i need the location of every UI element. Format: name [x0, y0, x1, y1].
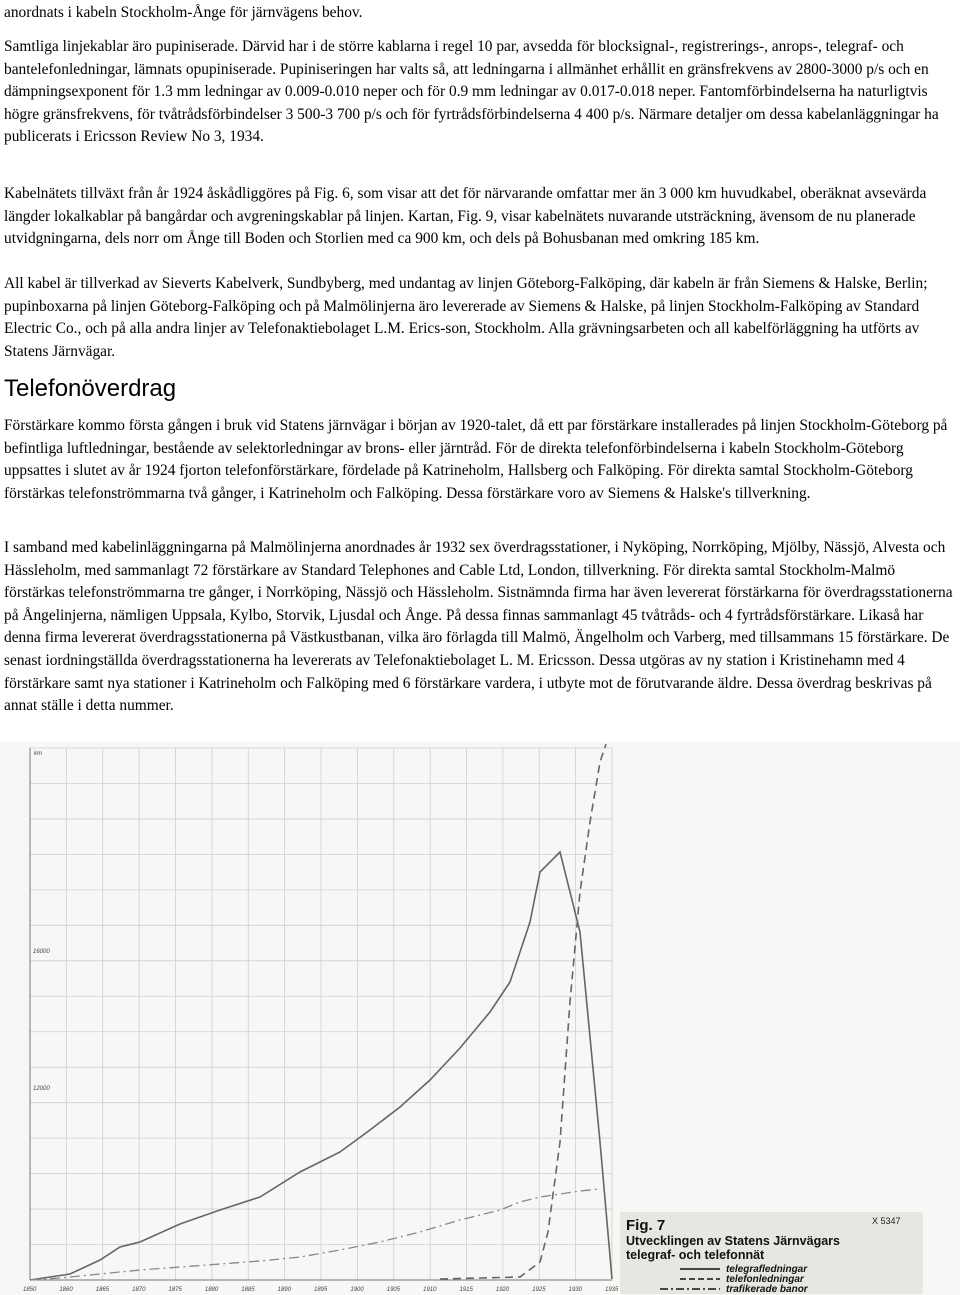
series-telefonledningar	[440, 744, 606, 1279]
legend-telegrafledningar: telegrafledningar	[726, 1264, 808, 1275]
y-tick-16000: 16000	[33, 949, 50, 955]
series-trafikerade-banor	[30, 1189, 600, 1280]
x-tick-label: 1905	[386, 1287, 401, 1293]
x-tick-label: 1935	[605, 1287, 619, 1293]
paragraph-pupinisering: Samtliga linjekablar äro pupiniserade. Därvid har i de större kablarna i regel 10 par, avsedda för blocksignal-, registrerings-, anrops-, telegraf- och bantelefonledningar, lämnats opupiniserade. Pupiniseringen har valts så, att ledningarna i allmänhet erhållit en gränsfrekvens av 2800-3000 p/s och en dämpningsexponent för 1.3 mm ledningar av 0.009-0.010 neper och för 0.9 mm ledningar av 0.017-0.018 neper. Fantomförbindelserna ha naturligtvis högre gränsfrekvens, för tvåtrådsförbindelser 3 500-3 700 p/s och för fyrtrådsförbindelserna 4 400 p/s. Närmare detaljer om dessa kabelanläggningar ha publicerats i Ericsson Review No 3, 1934.	[4, 38, 939, 146]
x-tick-label: 1865	[95, 1287, 110, 1293]
y-unit-label: km	[34, 751, 42, 757]
x-tick-label: 1915	[459, 1287, 473, 1293]
figure-title-line2: telegraf- och telefonnät	[626, 1248, 765, 1262]
figure-title-line1: Utvecklingen av Statens Järnvägars	[626, 1234, 840, 1248]
x-tick-label: 1850	[23, 1287, 37, 1293]
x-tick-label: 1860	[59, 1287, 73, 1293]
x-tick-label: 1895	[314, 1287, 328, 1293]
paragraph-overdrag: I samband med kabelinläggningarna på Malmölinjerna anordnades år 1932 sex överdragsstationer, i Nyköping, Norrköping, Mjölby, Nässjö, Alvesta och Hässleholm, med sammanlagt 72 förstärkare av Standard Telephones and Cable Ltd, London, tillverkning. För direkta samtal Stockholm-Malmö förstärkas telefonströmmarna tre gånger, i Norrköping, Nässjö och Hässleholm. Sistnämnda firma har även levererat förstärkarna för överdragsstationerna på Ångelinjerna, nämligen Uppsala, Kylbo, Storvik, Ljusdal och Ånge. På dessa finnas sammanlagt 45 tvåtråds- och 4 fyrtrådsförstärkare. Likaså har denna firma levererat överdragsstationerna på Västkustbanan, vilka äro förlagda till Malmö, Ängelholm och Varberg, med tillsammans 15 förstärkare. De senast iordningställda överdragsstationerna ha levererats av Telefonaktiebolaget L. M. Ericsson. Dessa utgöras av ny station i Kristinehamn med 4 förstärkare samt nya stationer i Katrineholm och Falköping med 6 förstärkare vardera, i utbyte mot de förutvarande äldre. Dessa överdrag beskrivas på annat ställe i detta nummer.	[4, 539, 953, 715]
x-tick-label: 1910	[423, 1287, 437, 1293]
x-tick-label: 1875	[168, 1287, 182, 1293]
paragraph-kabelnat: Kabelnätets tillväxt från år 1924 åskådliggöres på Fig. 6, som visar att det för närvarande omfattar mer än 3 000 km huvudkabel, oberäknat avsevärda längder lokalkablar på bangårdar och avgreningskablar på linjen. Kartan, Fig. 9, visar kabelnätets nuvarande utsträckning, ävensom de nu planerade utvidgningarna, dels norr om Ånge till Boden och Storlien med ca 900 km, och dels på Bohusbanan med omkring 185 km.	[4, 185, 927, 248]
x-tick-label: 1890	[277, 1287, 291, 1293]
figure-code: X 5347	[872, 1216, 901, 1226]
x-tick-label: 1880	[204, 1287, 219, 1293]
x-tick-label: 1870	[132, 1287, 146, 1293]
x-tick-label: 1900	[350, 1287, 364, 1293]
legend-telefonledningar: telefonledningar	[726, 1274, 804, 1285]
paragraph-forstarkare: Förstärkare kommo första gången i bruk vid Statens järnvägar i början av 1920-talet, då ett par förstärkare installerades på linjen Stockholm-Göteborg på befintliga luftledningar, bestående av selektorledningar av brons- eller järntråd. För de direkta telefonförbindelserna i kabeln Stockholm-Göteborg uppsattes i slutet av år 1924 fjorton telefonförstärkare, fördelade på Katrineholm, Hallsberg och Falköping. För direkta samtal Stockholm-Göteborg förstärkas telefonströmmarna två gånger, i Katrineholm och Falköping. Dessa förstärkare voro av Siemens & Halske's tillverkning.	[4, 417, 948, 502]
x-tick-label: 1925	[532, 1287, 546, 1293]
section-heading: Telefonöverdrag	[4, 375, 177, 402]
y-tick-12000: 12000	[33, 1086, 50, 1092]
figure-7	[0, 742, 960, 1295]
figure-caption	[620, 1212, 923, 1294]
x-tick-label: 1920	[495, 1287, 510, 1293]
paragraph-intro: anordnats i kabeln Stockholm-Ånge för järnvägens behov.	[4, 4, 363, 21]
legend-trafikerade-banor: trafikerade banor	[726, 1284, 808, 1294]
figure-label: Fig. 7	[626, 1217, 666, 1234]
paragraph-tillverkning: All kabel är tillverkad av Sieverts Kabelverk, Sundbyberg, med undantag av linjen Göteborg-Falköping, där kabeln är från Siemens & Halske, Berlin; pupinboxarna på linjen Göteborg-Falköping och på Malmölinjerna äro levererade av Siemens & Halske, på linjen Stockholm-Falköping av Standard Electric Co., och på alla andra linjer av Telefonaktiebolaget L.M. Erics-son, Stockholm. Alla grävningsarbeten och all kabelförläggning ha utförts av Statens Järnvägar.	[4, 275, 928, 360]
x-tick-label: 1930	[568, 1287, 582, 1293]
x-tick-label: 1885	[241, 1287, 255, 1293]
